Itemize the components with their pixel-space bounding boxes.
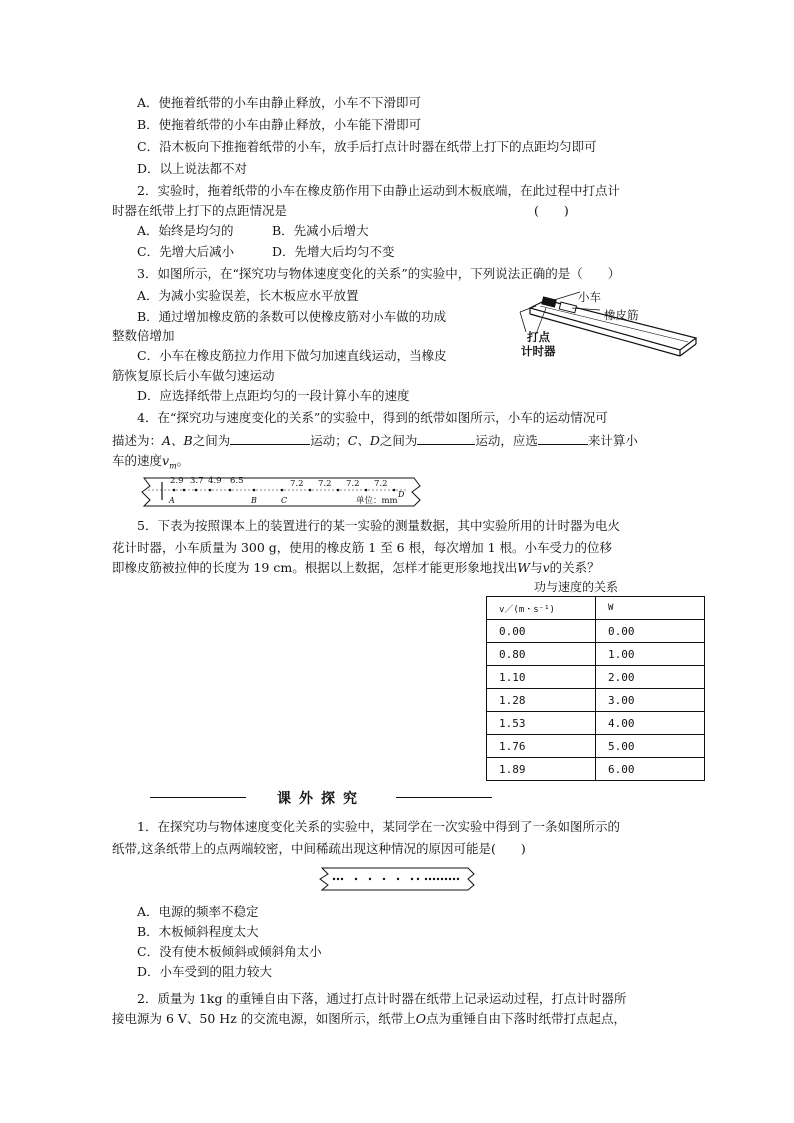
q2-stem-line1: 2．实验时，拖着纸带的小车在橡皮筋作用下由静止运动到木板底端，在此过程中打点计: [137, 183, 620, 198]
tape-value: 6.5: [230, 476, 244, 486]
tape-value: 7.2: [346, 479, 360, 489]
tape-value: 3.7: [190, 476, 204, 486]
q3-apparatus-figure: [516, 286, 698, 372]
table-cell: 0.00: [596, 620, 705, 643]
q5-table-caption: 功与速度的关系: [534, 580, 619, 594]
q4-stem-line1: 4．在“探究功与速度变化的关系”的实验中，得到的纸带如图所示，小车的运动情况可: [137, 410, 608, 425]
section-title: 课外探究: [277, 791, 365, 807]
ex2-stem-line1: 2．质量为 1kg 的重锤自由下落，通过打点计时器在纸带上记录运动过程，打点计时器所: [137, 991, 627, 1006]
table-row: [487, 712, 705, 735]
ex1-option-c: C．没有使木板倾斜或倾斜角太小: [137, 944, 322, 959]
q1-option-c: C．沿木板向下推拖着纸带的小车，放手后打点计时器在纸带上打下的点距均匀即可: [137, 139, 597, 154]
fig-label-timer-2: 计时器: [521, 344, 556, 358]
q2-stem-line2: 时器在纸带上打下的点距情况是: [112, 203, 288, 218]
ex1-stem-line1: 1．在探究功与物体速度变化关系的实验中，某同学在一次实验中得到了一条如图所示的: [137, 819, 620, 834]
ex1-option-b: B．木板倾斜程度太大: [137, 924, 259, 939]
fig-label-car: 小车: [578, 290, 601, 304]
table-cell: 1.89: [487, 758, 596, 781]
table-cell: 4.00: [596, 712, 705, 735]
q3-option-c-line2: 筋恢复原长后小车做匀速运动: [112, 368, 275, 383]
ex1-tape-figure: [318, 866, 476, 892]
q4-blank-select: [538, 431, 588, 445]
table-cell: 6.00: [596, 758, 705, 781]
tape-unit-label: 单位：mm: [356, 496, 398, 506]
table-cell: 0.00: [487, 620, 596, 643]
tape-point-label: B: [251, 496, 257, 505]
tape-value: 7.2: [318, 479, 332, 489]
fig-label-rubber-band: 橡皮筋: [604, 308, 639, 322]
q2-option-a: A．始终是均匀的: [137, 223, 234, 238]
q4-blank-ab: [230, 431, 310, 445]
section-header: [150, 788, 492, 808]
ex1-option-a: A．电源的频率不稳定: [137, 904, 259, 919]
q4-blank-cd: [417, 431, 475, 445]
q2-option-d: D．先增大后均匀不变: [272, 244, 395, 259]
table-row: [487, 620, 705, 643]
q3-stem: 3．如图所示，在“探究功与物体速度变化的关系”的实验中，下列说法正确的是（ ）: [137, 266, 621, 281]
q5-stem-line2: 花计时器，小车质量为 300 g，使用的橡皮筋 1 至 6 根，每次增加 1 根。小车受力的位移: [112, 540, 613, 555]
tape-point-label: A: [169, 496, 175, 505]
table-cell: 1.28: [487, 689, 596, 712]
table-cell: 5.00: [596, 735, 705, 758]
table-cell: 2.00: [596, 666, 705, 689]
q3-option-b-line1: B．通过增加橡皮筋的条数可以使橡皮筋对小车做的功成: [137, 309, 447, 324]
section-rule-right: [396, 797, 492, 798]
table-cell: 3.00: [596, 689, 705, 712]
q5-work-speed-table: [486, 596, 705, 781]
fig-label-timer-1: 打点: [527, 330, 550, 344]
q2-answer-paren: ( ): [534, 203, 569, 218]
q5-stem-line1: 5．下表为按照课本上的装置进行的某一实验的测量数据，其中实验所用的计时器为电火: [137, 518, 620, 533]
q4-stem-line3: 车的速度$v_m$。: [112, 453, 190, 471]
tape-line: [520, 306, 536, 332]
tape-point-label: D: [398, 490, 405, 499]
q3-option-d: D．应选择纸带上点距均匀的一段计算小车的速度: [137, 388, 410, 403]
table-row: [487, 735, 705, 758]
ex1-option-d: D．小车受到的阻力较大: [137, 964, 273, 979]
table-cell: 1.53: [487, 712, 596, 735]
q1-option-a: A．使拖着纸带的小车由静止释放，小车不下滑即可: [137, 95, 422, 110]
tape-value: 7.2: [290, 479, 304, 489]
table-header-cell: v／(m・s⁻¹): [487, 597, 596, 620]
q1-option-b: B．使拖着纸带的小车由静止释放，小车能下滑即可: [137, 117, 422, 132]
tape-value: 2.9: [170, 476, 184, 486]
table-row: [487, 689, 705, 712]
table-row: [487, 643, 705, 666]
table-row: [487, 666, 705, 689]
ex1-stem-line2: 纸带,这条纸带上的点两端较密，中间稀疏出现这种情况的原因可能是( ): [112, 841, 526, 856]
table-row: [487, 758, 705, 781]
table-header-row: [487, 597, 705, 620]
q2-option-c: C．先增大后减小: [137, 244, 235, 259]
tape-point-label: C: [281, 496, 288, 505]
table-cell: 1.00: [596, 643, 705, 666]
q2-option-b: B．先减小后增大: [272, 223, 369, 238]
q1-option-d: D．以上说法都不对: [137, 161, 248, 176]
tape-value: 7.2: [374, 479, 388, 489]
table-cell: 1.76: [487, 735, 596, 758]
q3-option-a: A．为减小实验误差，长木板应水平放置: [137, 288, 359, 303]
ex2-stem-line2: 接电源为 6 V、50 Hz 的交流电源，如图所示，纸带上O点为重锤自由下落时纸带打点起点，: [112, 1011, 627, 1026]
tape-value: 4.9: [208, 476, 222, 486]
q3-option-c-line1: C．小车在橡皮筋拉力作用下做匀加速直线运动，当橡皮: [137, 348, 447, 363]
table-cell: 0.80: [487, 643, 596, 666]
table-cell: 1.10: [487, 666, 596, 689]
q4-stem-line2: 描述为：A、B之间为 运动；C、D之间为 运动，应选 来计算小: [112, 433, 638, 448]
q3-option-b-line2: 整数倍增加: [112, 328, 175, 343]
q5-stem-line3: 即橡皮筋被拉伸的长度为 19 cm。根据以上数据，怎样才能更形象地找出W与v的关系？: [112, 560, 600, 575]
table-header-cell: W: [596, 597, 705, 620]
